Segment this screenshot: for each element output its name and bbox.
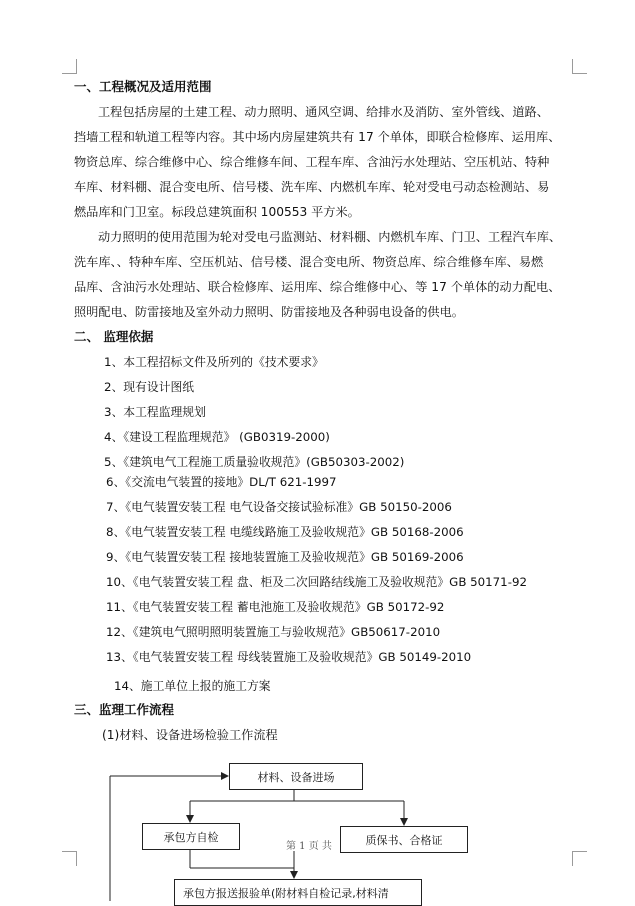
crop-mark-bottom-left (62, 851, 77, 866)
basis-list-item: 3、本工程监理规划 (104, 405, 206, 419)
flow-box-material-entry: 材料、设备进场 (229, 763, 363, 790)
section3-subheading: (1)材料、设备进场检验工作流程 (102, 728, 278, 742)
basis-list-item: 9、《电气装置安装工程 接地装置施工及验收规范》GB 50169-2006 (106, 550, 464, 564)
basis-list-item: 5、《建筑电气工程施工质量验收规范》(GB50303-2002) (104, 455, 405, 469)
section2-heading: 二、 监理依据 (74, 329, 154, 344)
section1-heading: 一、工程概况及适用范围 (74, 79, 212, 94)
basis-list-item: 13、《电气装置安装工程 母线装置施工及验收规范》GB 50149-2010 (106, 650, 472, 664)
basis-list-item: 11、《电气装置安装工程 蓄电池施工及验收规范》GB 50172-92 (106, 600, 445, 614)
basis-list-item: 4、《建设工程监理规范》 (GB0319-2000) (104, 430, 330, 444)
basis-list-item: 2、现有设计图纸 (104, 380, 195, 394)
basis-list-item: 7、《电气装置安装工程 电气设备交接试验标准》GB 50150-2006 (106, 500, 452, 514)
section1-para2-line: 品库、含油污水处理站、联合检修库、运用库、综合维修中心、等 17 个单体的动力配电、 (74, 280, 561, 294)
page-footer: 第 1 页 共 (286, 841, 332, 852)
section1-para1-line: 挡墙工程和轨道工程等内容。其中场内房屋建筑共有 17 个单体，即联合检修库、运用库、 (74, 130, 561, 144)
crop-mark-top-left (62, 59, 77, 74)
section1-para1-line: 工程包括房屋的土建工程、动力照明、通风空调、给排水及消防、室外管线、道路、 (98, 105, 549, 119)
section1-para2-line: 动力照明的使用范围为轮对受电弓监测站、材料棚、内燃机车库、门卫、工程汽车库、 (98, 230, 562, 244)
flow-box-certificates: 质保书、合格证 (340, 826, 468, 853)
section1-para2-line: 照明配电、防雷接地及室外动力照明、防雷接地及各种弱电设备的供电。 (74, 305, 464, 319)
flow-box-contractor-self-check: 承包方自检 (142, 823, 240, 850)
basis-list-item: 14、施工单位上报的施工方案 (114, 679, 271, 693)
section1-para1-line: 车库、材料棚、混合变电所、信号楼、洗车库、内燃机车库、轮对受电弓动态检测站、易 (74, 180, 550, 194)
basis-list-item: 6、《交流电气装置的接地》DL/T 621-1997 (106, 475, 337, 489)
basis-list-item: 8、《电气装置安装工程 电缆线路施工及验收规范》GB 50168-2006 (106, 525, 464, 539)
crop-mark-bottom-right (572, 851, 587, 866)
section3-heading: 三、监理工作流程 (74, 702, 175, 717)
section1-para1-line: 物资总库、综合维修中心、综合维修车间、工程车库、含油污水处理站、空压机站、特种 (74, 155, 550, 169)
basis-list-item: 12、《建筑电气照明照明装置施工与验收规范》GB50617-2010 (106, 625, 441, 639)
crop-mark-top-right (572, 59, 587, 74)
basis-list-item: 1、本工程招标文件及所列的《技术要求》 (104, 355, 324, 369)
section1-para1-line: 燃品库和门卫室。标段总建筑面积 100553 平方米。 (74, 205, 360, 219)
flow-box-submit-inspection: 承包方报送报验单(附材料自检记录,材料清 (174, 879, 422, 906)
section1-para2-line: 洗车库、、特种车库、空压机站、信号楼、混合变电所、物资总库、综合维修车库、易燃 (74, 255, 544, 269)
basis-list-item: 10、《电气装置安装工程 盘、柜及二次回路结线施工及验收规范》GB 50171-92 (106, 575, 527, 589)
